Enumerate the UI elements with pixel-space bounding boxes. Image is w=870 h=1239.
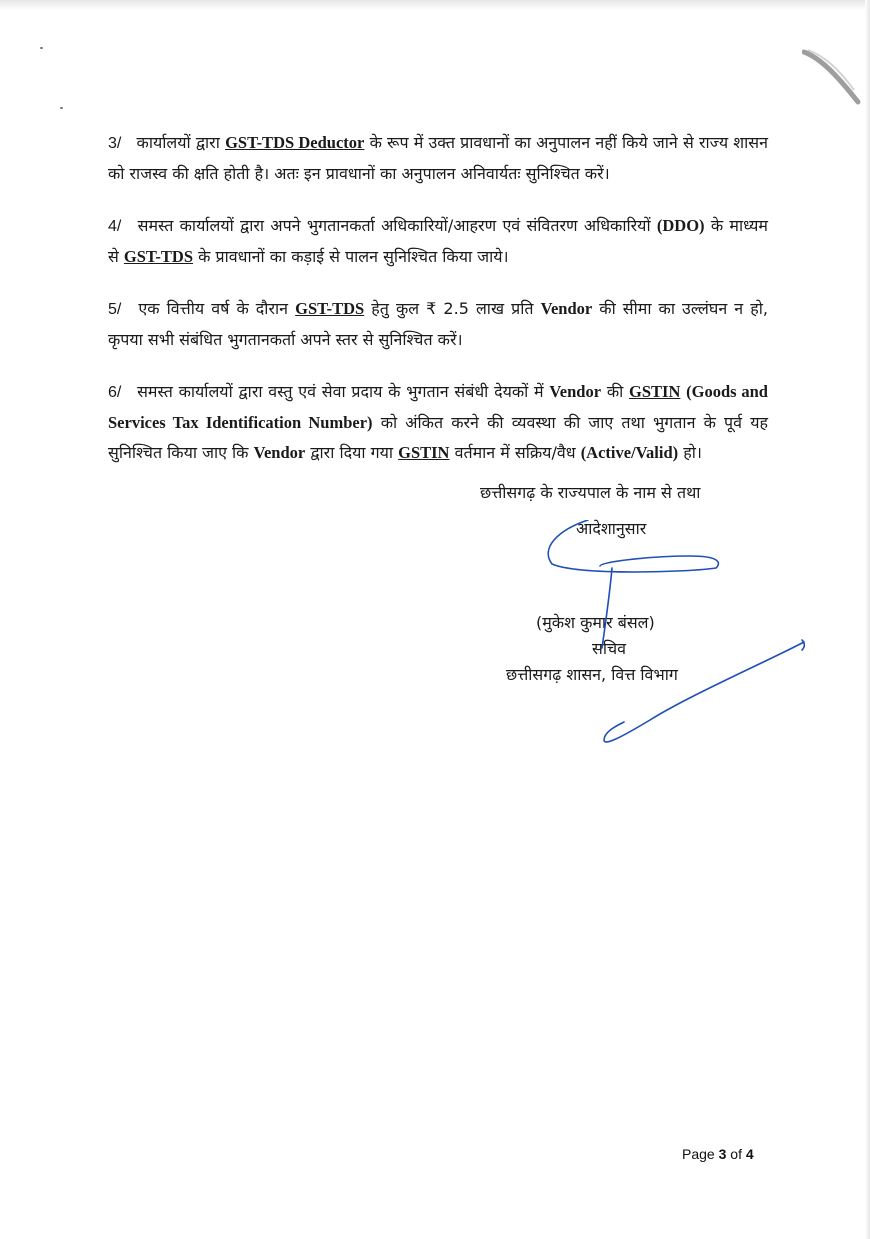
signature-strokes [548,520,804,742]
total-page-number: 4 [745,1146,754,1162]
paragraph-text: वर्तमान में सक्रिय/वैध [454,443,576,462]
paragraph-number: 4/ [108,218,122,235]
paragraph-text: समस्त कार्यालयों द्वारा अपने भुगतानकर्ता अधिकारियों/आहरण एवं संवितरण अधिकारियों [137,216,651,235]
paragraph-text: को अंकित करने की व्यवस्था की जाए तथा भुगतान के पूर्व यह सुनिश्चित किया जाए कि [108,413,768,462]
paragraph-text: की सीमा का उल्लंघन न हो, कृपया सभी संबंधित भुगतानकर्ता अपने स्तर से सुनिश्चित करें। [108,299,768,349]
paragraph-4 [108,211,768,272]
page-of-label: of [730,1146,742,1162]
term-vendor: Vendor [549,382,602,401]
term-ddo: (DDO) [656,216,705,235]
scan-top-shadow [0,0,870,10]
paragraph-text: के प्रावधानों का कड़ाई से पालन सुनिश्चित किया जाये। [198,247,509,266]
scan-speck [60,107,63,109]
signatory-department: छत्तीसगढ़ शासन, वित्त विभाग [506,665,678,684]
term-gstin: GSTIN [398,443,450,462]
page-footer [682,1146,754,1162]
term-gstin-expansion: (Goods and Services Tax Identification Number) [108,382,768,432]
term-active-valid: (Active/Valid) [580,443,679,462]
paragraph-text: की [606,382,624,401]
signature-order-line: आदेशानुसार [576,519,647,538]
paragraph-3 [108,128,768,189]
term-gst-tds-deductor: GST-TDS Deductor [225,133,365,152]
paragraph-number: 6/ [108,384,122,401]
paragraph-text: कार्यालयों द्वारा [136,133,220,152]
paragraph-text: हेतु कुल ₹ 2.5 लाख प्रति [371,299,534,318]
paragraph-text: हो। [683,443,702,462]
signatory-designation: सचिव [592,639,627,658]
paragraph-text: द्वारा दिया गया [310,443,394,462]
paragraph-6 [108,377,768,468]
scan-speck [40,47,43,49]
term-vendor: Vendor [540,299,593,318]
corner-fold-mark [802,48,862,108]
signatory-name: (मुकेश कुमार बंसल) [536,613,655,632]
term-vendor: Vendor [253,443,306,462]
paragraph-text: के रूप में उक्त प्रावधानों का अनुपालन नहीं किये जाने से राज्य शासन को राजस्व की क्षति होती है। अतः इन प्रावधानों का अनुपालन अनिवार्यतः सुनिश्चित करें। [108,133,769,183]
paragraph-text: के माध्यम से [108,216,768,266]
term-gstin: GSTIN [629,382,681,401]
scan-right-shadow [865,0,870,1239]
term-gst-tds: GST-TDS [295,299,365,318]
paragraph-number: 5/ [108,301,122,318]
paragraph-5 [108,294,768,355]
document-body [108,128,768,490]
paragraph-number: 3/ [108,135,122,152]
page-label: Page [682,1146,715,1162]
paragraph-text: एक वित्तीय वर्ष के दौरान [138,299,289,318]
paragraph-text: समस्त कार्यालयों द्वारा वस्तु एवं सेवा प्रदाय के भुगतान संबंधी देयकों में [137,382,544,401]
current-page-number: 3 [718,1146,727,1162]
handwritten-signature [540,520,820,760]
signature-authority-line: छत्तीसगढ़ के राज्यपाल के नाम से तथा [480,483,701,502]
term-gst-tds: GST-TDS [123,247,194,266]
